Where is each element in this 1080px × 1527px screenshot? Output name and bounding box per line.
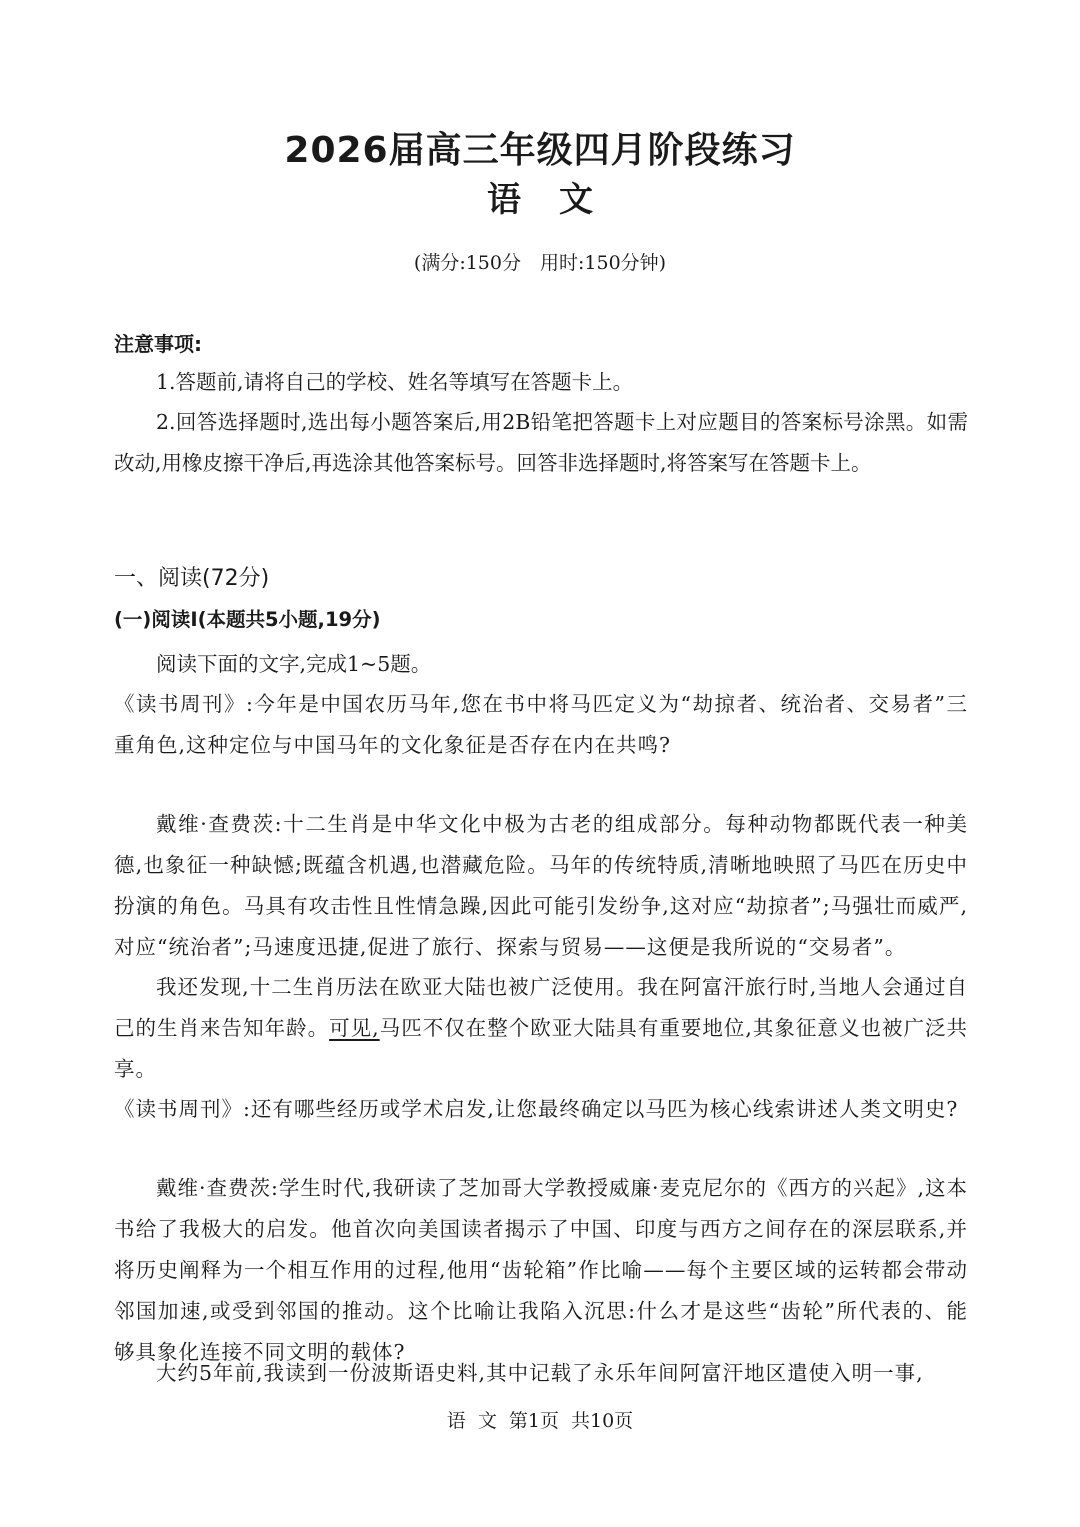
score-time-line: (满分:150分 用时:150分钟) — [413, 252, 667, 274]
paragraph-3-text-after: 马匹不仅在整个欧亚大陆具有重要地位,其象征意义也被广泛共享。 — [114, 1016, 969, 1081]
reading-instruction: 阅读下面的文字,完成1~5题。 — [156, 652, 432, 676]
notes-heading: 注意事项: — [114, 332, 202, 356]
passage-paragraph-6: 大约5年前,我读到一份波斯语史料,其中记载了永乐年间阿富汗地区遣使入明一事, — [156, 1361, 924, 1385]
passage-paragraph-5: 戴维·查费茨:学生时代,我研读了芝加哥大学教授威廉·麦克尼尔的《西方的兴起》,这本书给了我极大的启发。他首次向美国读者揭示了中国、印度与西方之间存在的深层联系,并将历史阐释为一个相互作用的过程,他用“齿轮箱”作比喻——每个主要区域的运转都会带动邻国加速,或受到邻国的推动。这个比喻让我陷入沉思:什么才是这些“齿轮”所代表的、能够具象化连接不同文明的载体? — [114, 1176, 968, 1364]
passage-paragraph-1: 《读书周刊》:今年是中国农历马年,您在书中将马匹定义为“劫掠者、统治者、交易者”三重角色,这种定位与中国马年的文化象征是否存在内在共鸣? — [114, 692, 968, 757]
section-title: 一、阅读(72分) — [114, 566, 270, 591]
note-item-2: 2.回答选择题时,选出每小题答案后,用2B铅笔把答题卡上对应题目的答案标号涂黑。如需改动,用橡皮擦干净后,再选涂其他答案标号。回答非选择题时,将答案写在答题卡上。 — [114, 410, 968, 475]
underlined-phrase: 可见, — [329, 1016, 380, 1040]
section-subtitle: (一)阅读Ⅰ(本题共5小题,19分) — [114, 608, 381, 631]
passage-paragraph-4: 《读书周刊》:还有哪些经历或学术启发,让您最终确定以马匹为核心线索讲述人类文明史? — [114, 1097, 959, 1121]
paragraph-3-text-before: 我还发现,十二生肖历法在欧亚大陆也被广泛使用。我在阿富汗旅行时,当地人会通过自己的生肖来告知年龄。 — [114, 975, 968, 1040]
subject-title: 语文 — [487, 180, 631, 220]
passage-paragraph-3 — [114, 967, 968, 1090]
note-item-1: 1.答题前,请将自己的学校、姓名等填写在答题卡上。 — [156, 370, 634, 394]
passage-paragraph-2: 戴维·查费茨:十二生肖是中华文化中极为古老的组成部分。每种动物都既代表一种美德,也象征一种缺憾;既蕴含机遇,也潜藏危险。马年的传统特质,清晰地映照了马匹在历史中扮演的角色。马具有攻击性且性情急躁,因此可能引发纷争,这对应“劫掠者”;马强壮而威严,对应“统治者”;马速度迅捷,促进了旅行、探索与贸易——这便是我所说的“交易者”。 — [114, 812, 968, 959]
page-footer: 语 文 第1页 共10页 — [446, 1410, 634, 1432]
exam-title: 2026届高三年级四月阶段练习 — [284, 130, 796, 171]
